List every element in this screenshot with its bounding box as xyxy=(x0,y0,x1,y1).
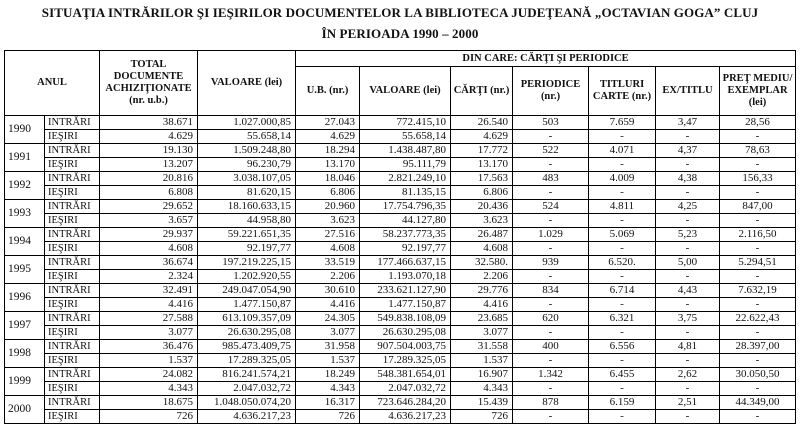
cell-periodice: - xyxy=(513,242,589,256)
cell-valoare-carti: 1.477.150,87 xyxy=(360,298,451,312)
cell-periodice: 522 xyxy=(513,144,589,158)
cell-type-intrari: INTRĂRI xyxy=(45,172,100,186)
table-row-intrari xyxy=(5,396,796,410)
cell-valoare-carti: 723.646.284,20 xyxy=(360,396,451,410)
cell-periodice: 939 xyxy=(513,256,589,270)
cell-valoare-carti: 2.821.249,10 xyxy=(360,172,451,186)
cell-type-intrari: INTRĂRI xyxy=(45,144,100,158)
cell-ub: 27.043 xyxy=(296,116,360,130)
header-total-documente: TOTAL DOCUMENTE ACHIZIŢIONATE (nr. u.b.) xyxy=(100,51,198,116)
cell-year: 1993 xyxy=(5,200,45,228)
cell-periodice: 1.342 xyxy=(513,368,589,382)
cell-titluri: 6.520. xyxy=(589,256,656,270)
cell-ex-titlu: 4,81 xyxy=(656,340,720,354)
cell-ex-titlu: 5,00 xyxy=(656,256,720,270)
cell-total: 18.675 xyxy=(100,396,198,410)
cell-type-intrari: INTRĂRI xyxy=(45,228,100,242)
cell-total: 29.937 xyxy=(100,228,198,242)
cell-ub: 18.249 xyxy=(296,368,360,382)
cell-valoare: 1.048.050.074,20 xyxy=(198,396,296,410)
cell-carti: 726 xyxy=(451,410,513,424)
header-pret-mediu: PREŢ MEDIU/ EXEMPLAR (lei) xyxy=(720,67,796,116)
cell-ex-titlu: 4,38 xyxy=(656,172,720,186)
table-row-intrari xyxy=(5,284,796,298)
cell-pret: - xyxy=(720,382,796,396)
cell-periodice: 1.029 xyxy=(513,228,589,242)
cell-ex-titlu: 2,51 xyxy=(656,396,720,410)
cell-type-intrari: INTRĂRI xyxy=(45,312,100,326)
cell-periodice: - xyxy=(513,214,589,228)
cell-valoare: 59.221.651,35 xyxy=(198,228,296,242)
cell-valoare-carti: 1.438.487,80 xyxy=(360,144,451,158)
cell-valoare: 197.219.225,15 xyxy=(198,256,296,270)
cell-pret: - xyxy=(720,354,796,368)
header-titluri-carte: TITLURI CARTE (nr.) xyxy=(589,67,656,116)
cell-year: 1994 xyxy=(5,228,45,256)
cell-total: 36.674 xyxy=(100,256,198,270)
cell-type-intrari: INTRĂRI xyxy=(45,116,100,130)
cell-total: 24.082 xyxy=(100,368,198,382)
cell-ex-titlu: - xyxy=(656,326,720,340)
cell-valoare: 1.202.920,55 xyxy=(198,270,296,284)
cell-titluri: 6.714 xyxy=(589,284,656,298)
cell-ub: 4.343 xyxy=(296,382,360,396)
cell-periodice: 878 xyxy=(513,396,589,410)
cell-ub: 33.519 xyxy=(296,256,360,270)
cell-valoare: 3.038.107,05 xyxy=(198,172,296,186)
table-row-iesiri xyxy=(5,382,796,396)
cell-carti: 26.540 xyxy=(451,116,513,130)
cell-carti: 31.558 xyxy=(451,340,513,354)
cell-carti: 1.537 xyxy=(451,354,513,368)
cell-type-intrari: INTRĂRI xyxy=(45,284,100,298)
cell-type-iesiri: IEŞIRI xyxy=(45,410,100,424)
cell-ub: 3.077 xyxy=(296,326,360,340)
cell-pret: - xyxy=(720,130,796,144)
header-ex-titlu: EX/TITLU xyxy=(656,67,720,116)
cell-valoare: 816.241.574,21 xyxy=(198,368,296,382)
table-row-intrari xyxy=(5,256,796,270)
cell-type-iesiri: IEŞIRI xyxy=(45,130,100,144)
cell-type-iesiri: IEŞIRI xyxy=(45,214,100,228)
cell-titluri: 4.009 xyxy=(589,172,656,186)
cell-carti: 3.623 xyxy=(451,214,513,228)
cell-ub: 20.960 xyxy=(296,200,360,214)
cell-pret: 2.116,50 xyxy=(720,228,796,242)
table-row-intrari xyxy=(5,116,796,130)
cell-titluri: 6.159 xyxy=(589,396,656,410)
table-row-iesiri xyxy=(5,214,796,228)
cell-valoare: 249.047.054,90 xyxy=(198,284,296,298)
cell-total: 13.207 xyxy=(100,158,198,172)
table-row-iesiri xyxy=(5,410,796,424)
table-row-iesiri xyxy=(5,298,796,312)
cell-type-intrari: INTRĂRI xyxy=(45,200,100,214)
cell-periodice: 834 xyxy=(513,284,589,298)
cell-carti: 6.806 xyxy=(451,186,513,200)
cell-periodice: - xyxy=(513,130,589,144)
cell-ub: 13.170 xyxy=(296,158,360,172)
cell-ub: 4.629 xyxy=(296,130,360,144)
cell-periodice: - xyxy=(513,382,589,396)
cell-titluri: - xyxy=(589,214,656,228)
table-row-intrari xyxy=(5,312,796,326)
cell-ex-titlu: - xyxy=(656,158,720,172)
cell-valoare: 81.620,15 xyxy=(198,186,296,200)
cell-pret: 28,56 xyxy=(720,116,796,130)
cell-periodice: - xyxy=(513,326,589,340)
cell-carti: 17.563 xyxy=(451,172,513,186)
table-body xyxy=(5,116,796,424)
cell-ex-titlu: - xyxy=(656,298,720,312)
cell-valoare: 92.197,77 xyxy=(198,242,296,256)
cell-ub: 6.806 xyxy=(296,186,360,200)
cell-year: 1990 xyxy=(5,116,45,144)
table-row-iesiri xyxy=(5,186,796,200)
cell-total: 32.491 xyxy=(100,284,198,298)
cell-valoare-carti: 177.466.637,15 xyxy=(360,256,451,270)
cell-ex-titlu: - xyxy=(656,270,720,284)
cell-ub: 726 xyxy=(296,410,360,424)
cell-ex-titlu: 5,23 xyxy=(656,228,720,242)
cell-valoare-carti: 17.289.325,05 xyxy=(360,354,451,368)
table-row-intrari xyxy=(5,368,796,382)
cell-ex-titlu: 4,25 xyxy=(656,200,720,214)
cell-year: 1991 xyxy=(5,144,45,172)
cell-total: 20.816 xyxy=(100,172,198,186)
cell-titluri: - xyxy=(589,270,656,284)
cell-total: 6.808 xyxy=(100,186,198,200)
cell-ex-titlu: - xyxy=(656,130,720,144)
cell-valoare: 44.958,80 xyxy=(198,214,296,228)
cell-type-intrari: INTRĂRI xyxy=(45,368,100,382)
table-row-intrari xyxy=(5,172,796,186)
table-row-iesiri xyxy=(5,326,796,340)
cell-valoare: 1.477.150,87 xyxy=(198,298,296,312)
header-carti: CĂRŢI (nr.) xyxy=(451,67,513,116)
cell-periodice: - xyxy=(513,298,589,312)
cell-carti: 13.170 xyxy=(451,158,513,172)
header-din-care: DIN CARE: CĂRŢI ŞI PERIODICE xyxy=(296,51,796,67)
cell-type-intrari: INTRĂRI xyxy=(45,340,100,354)
cell-ub: 16.317 xyxy=(296,396,360,410)
cell-valoare-carti: 1.193.070,18 xyxy=(360,270,451,284)
cell-year: 2000 xyxy=(5,396,45,424)
cell-valoare: 2.047.032,72 xyxy=(198,382,296,396)
cell-type-iesiri: IEŞIRI xyxy=(45,354,100,368)
cell-year: 1996 xyxy=(5,284,45,312)
cell-periodice: 400 xyxy=(513,340,589,354)
cell-carti: 4.629 xyxy=(451,130,513,144)
table-row-iesiri xyxy=(5,242,796,256)
cell-valoare: 4.636.217,23 xyxy=(198,410,296,424)
cell-type-iesiri: IEŞIRI xyxy=(45,326,100,340)
cell-total: 4.416 xyxy=(100,298,198,312)
cell-valoare-carti: 17.754.796,35 xyxy=(360,200,451,214)
cell-total: 29.652 xyxy=(100,200,198,214)
table-row-iesiri xyxy=(5,130,796,144)
cell-valoare-carti: 44.127,80 xyxy=(360,214,451,228)
cell-type-iesiri: IEŞIRI xyxy=(45,242,100,256)
cell-ex-titlu: - xyxy=(656,382,720,396)
cell-carti: 4.416 xyxy=(451,298,513,312)
cell-pret: - xyxy=(720,326,796,340)
cell-pret: - xyxy=(720,298,796,312)
cell-pret: 78,63 xyxy=(720,144,796,158)
cell-pret: - xyxy=(720,410,796,424)
cell-ex-titlu: 4,37 xyxy=(656,144,720,158)
cell-ex-titlu: 4,43 xyxy=(656,284,720,298)
cell-valoare: 96.230,79 xyxy=(198,158,296,172)
cell-total: 3.077 xyxy=(100,326,198,340)
cell-titluri: - xyxy=(589,158,656,172)
cell-ex-titlu: - xyxy=(656,186,720,200)
cell-valoare: 613.109.357,09 xyxy=(198,312,296,326)
cell-total: 4.343 xyxy=(100,382,198,396)
cell-titluri: 6.321 xyxy=(589,312,656,326)
cell-pret: 5.294,51 xyxy=(720,256,796,270)
cell-periodice: - xyxy=(513,354,589,368)
cell-type-intrari: INTRĂRI xyxy=(45,256,100,270)
cell-total: 4.629 xyxy=(100,130,198,144)
cell-ex-titlu: 3,47 xyxy=(656,116,720,130)
cell-total: 27.588 xyxy=(100,312,198,326)
header-anul: ANUL xyxy=(5,51,100,116)
cell-titluri: 5.069 xyxy=(589,228,656,242)
cell-type-iesiri: IEŞIRI xyxy=(45,270,100,284)
cell-titluri: - xyxy=(589,186,656,200)
cell-type-iesiri: IEŞIRI xyxy=(45,298,100,312)
cell-ub: 31.958 xyxy=(296,340,360,354)
cell-ub: 4.416 xyxy=(296,298,360,312)
cell-titluri: - xyxy=(589,242,656,256)
cell-periodice: - xyxy=(513,270,589,284)
cell-carti: 4.343 xyxy=(451,382,513,396)
cell-type-iesiri: IEŞIRI xyxy=(45,186,100,200)
cell-total: 38.671 xyxy=(100,116,198,130)
cell-carti: 23.685 xyxy=(451,312,513,326)
table-row-iesiri xyxy=(5,158,796,172)
cell-carti: 29.776 xyxy=(451,284,513,298)
cell-valoare-carti: 58.237.773,35 xyxy=(360,228,451,242)
cell-total: 36.476 xyxy=(100,340,198,354)
cell-valoare-carti: 81.135,15 xyxy=(360,186,451,200)
cell-valoare-carti: 549.838.108,09 xyxy=(360,312,451,326)
cell-periodice: 620 xyxy=(513,312,589,326)
cell-total: 726 xyxy=(100,410,198,424)
cell-periodice: 483 xyxy=(513,172,589,186)
cell-periodice: - xyxy=(513,410,589,424)
cell-periodice: 524 xyxy=(513,200,589,214)
cell-ub: 27.516 xyxy=(296,228,360,242)
cell-pret: 156,33 xyxy=(720,172,796,186)
cell-pret: 44.349,00 xyxy=(720,396,796,410)
cell-pret: - xyxy=(720,214,796,228)
header-ub: U.B. (nr.) xyxy=(296,67,360,116)
table-row-intrari xyxy=(5,340,796,354)
cell-carti: 26.487 xyxy=(451,228,513,242)
cell-valoare: 1.027.000,85 xyxy=(198,116,296,130)
cell-total: 1.537 xyxy=(100,354,198,368)
cell-pret: - xyxy=(720,242,796,256)
cell-ub: 24.305 xyxy=(296,312,360,326)
document-subtitle: ÎN PERIOADA 1990 – 2000 xyxy=(321,26,479,41)
cell-periodice: - xyxy=(513,186,589,200)
table-row-intrari xyxy=(5,228,796,242)
cell-valoare-carti: 92.197,77 xyxy=(360,242,451,256)
cell-valoare-carti: 26.630.295,08 xyxy=(360,326,451,340)
cell-total: 2.324 xyxy=(100,270,198,284)
cell-ub: 18.046 xyxy=(296,172,360,186)
cell-carti: 16.907 xyxy=(451,368,513,382)
cell-year: 1992 xyxy=(5,172,45,200)
cell-ub: 2.206 xyxy=(296,270,360,284)
cell-ub: 30.610 xyxy=(296,284,360,298)
cell-periodice: - xyxy=(513,158,589,172)
header-valoare-carti: VALOARE (lei) xyxy=(360,67,451,116)
cell-titluri: - xyxy=(589,382,656,396)
cell-ex-titlu: 3,75 xyxy=(656,312,720,326)
cell-titluri: 7.659 xyxy=(589,116,656,130)
cell-total: 19.130 xyxy=(100,144,198,158)
header-periodice: PERIODICE (nr.) xyxy=(513,67,589,116)
cell-valoare: 18.160.633,15 xyxy=(198,200,296,214)
cell-valoare-carti: 548.381.654,01 xyxy=(360,368,451,382)
cell-valoare-carti: 4.636.217,23 xyxy=(360,410,451,424)
cell-ex-titlu: - xyxy=(656,214,720,228)
table-row-intrari xyxy=(5,144,796,158)
cell-ub: 3.623 xyxy=(296,214,360,228)
statistics-table xyxy=(4,50,796,424)
cell-carti: 32.580. xyxy=(451,256,513,270)
cell-pret: 847,00 xyxy=(720,200,796,214)
cell-valoare-carti: 233.621.127,90 xyxy=(360,284,451,298)
cell-pret: 28.397,00 xyxy=(720,340,796,354)
header-valoare: VALOARE (lei) xyxy=(198,51,296,116)
cell-ex-titlu: 2,62 xyxy=(656,368,720,382)
cell-year: 1998 xyxy=(5,340,45,368)
cell-pret: - xyxy=(720,158,796,172)
cell-pret: - xyxy=(720,270,796,284)
cell-valoare-carti: 772.415,10 xyxy=(360,116,451,130)
cell-type-iesiri: IEŞIRI xyxy=(45,382,100,396)
cell-valoare-carti: 55.658,14 xyxy=(360,130,451,144)
cell-titluri: 6.556 xyxy=(589,340,656,354)
cell-ex-titlu: - xyxy=(656,410,720,424)
cell-carti: 2.206 xyxy=(451,270,513,284)
cell-pret: 22.622,43 xyxy=(720,312,796,326)
table-row-intrari xyxy=(5,200,796,214)
cell-valoare: 55.658,14 xyxy=(198,130,296,144)
cell-type-iesiri: IEŞIRI xyxy=(45,158,100,172)
cell-year: 1999 xyxy=(5,368,45,396)
cell-valoare: 985.473.409,75 xyxy=(198,340,296,354)
cell-ex-titlu: - xyxy=(656,354,720,368)
cell-carti: 15.439 xyxy=(451,396,513,410)
cell-periodice: 503 xyxy=(513,116,589,130)
cell-year: 1997 xyxy=(5,312,45,340)
cell-ex-titlu: - xyxy=(656,242,720,256)
cell-pret: - xyxy=(720,186,796,200)
cell-valoare: 17.289.325,05 xyxy=(198,354,296,368)
document-title: SITUAŢIA INTRĂRILOR ŞI IEŞIRILOR DOCUMENTELOR LA BIBLIOTECA JUDEŢEANĂ „OCTAVIAN GOGA” CLUJ xyxy=(41,5,759,20)
cell-titluri: - xyxy=(589,354,656,368)
cell-titluri: - xyxy=(589,326,656,340)
cell-titluri: 4.811 xyxy=(589,200,656,214)
cell-pret: 7.632,19 xyxy=(720,284,796,298)
cell-carti: 4.608 xyxy=(451,242,513,256)
cell-pret: 30.050,50 xyxy=(720,368,796,382)
cell-valoare: 1.509.248,80 xyxy=(198,144,296,158)
cell-titluri: 6.455 xyxy=(589,368,656,382)
cell-valoare: 26.630.295,08 xyxy=(198,326,296,340)
cell-titluri: - xyxy=(589,130,656,144)
cell-year: 1995 xyxy=(5,256,45,284)
cell-valoare-carti: 907.504.003,75 xyxy=(360,340,451,354)
cell-carti: 3.077 xyxy=(451,326,513,340)
cell-ub: 1.537 xyxy=(296,354,360,368)
table-row-iesiri xyxy=(5,354,796,368)
cell-carti: 20.436 xyxy=(451,200,513,214)
cell-valoare-carti: 2.047.032,72 xyxy=(360,382,451,396)
cell-type-intrari: INTRĂRI xyxy=(45,396,100,410)
cell-ub: 4.608 xyxy=(296,242,360,256)
cell-valoare-carti: 95.111,79 xyxy=(360,158,451,172)
table-row-iesiri xyxy=(5,270,796,284)
cell-ub: 18.294 xyxy=(296,144,360,158)
cell-titluri: 4.071 xyxy=(589,144,656,158)
cell-titluri: - xyxy=(589,298,656,312)
cell-total: 4.608 xyxy=(100,242,198,256)
cell-total: 3.657 xyxy=(100,214,198,228)
cell-carti: 17.772 xyxy=(451,144,513,158)
cell-titluri: - xyxy=(589,410,656,424)
